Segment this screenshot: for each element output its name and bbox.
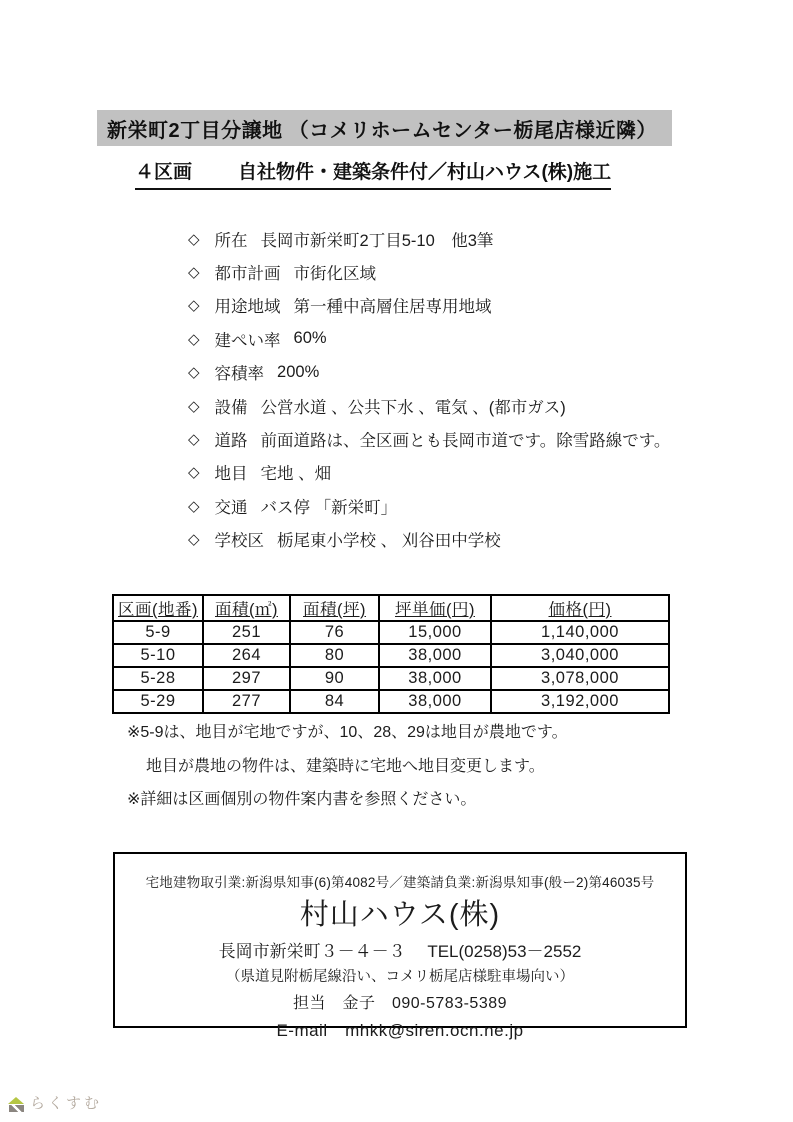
detail-value: 前面道路は、全区画とも長岡市道です。除雪路線です。: [260, 432, 671, 451]
price-table: [112, 594, 670, 714]
detail-item-school-district: [188, 523, 670, 556]
company-name: 村山ハウス(株): [299, 899, 501, 931]
page-title: 新栄町2丁目分譲地 （コメリホームセンター栃尾店様近隣）: [107, 119, 657, 142]
diamond-bullet-icon: ◇: [188, 531, 200, 549]
table-cell: 15,000: [379, 621, 491, 644]
detail-label: 都市計画: [214, 265, 281, 284]
detail-item-road: [188, 422, 670, 455]
house-body-shape: [9, 1105, 24, 1112]
detail-item-transport: [188, 489, 670, 522]
diamond-bullet-icon: ◇: [188, 264, 200, 282]
table-cell: 38,000: [379, 667, 491, 690]
table-cell: 277: [203, 690, 290, 713]
table-cell: 5-29: [113, 690, 203, 713]
detail-value: 長岡市新栄町2丁目5-10 他3筆: [260, 231, 494, 250]
table-cell: 5-9: [113, 621, 203, 644]
table-header-cell: 区画(地番): [113, 595, 203, 621]
table-header-cell: 面積(坪): [290, 595, 379, 621]
detail-label: 交通: [214, 498, 248, 517]
detail-label: 建ぺい率: [214, 331, 281, 350]
subtitle-conditions: 自社物件・建築条件付／村山ハウス(株)施工: [238, 162, 612, 183]
detail-value: バス停 「新栄町」: [260, 498, 398, 517]
table-cell: 38,000: [379, 644, 491, 667]
table-row: [113, 621, 669, 644]
detail-label: 地目: [214, 465, 248, 484]
detail-value: 第一種中高層住居専用地域: [293, 298, 492, 317]
detail-value: 60%: [293, 329, 327, 348]
table-cell: 5-10: [113, 644, 203, 667]
diamond-bullet-icon: ◇: [188, 397, 200, 415]
table-cell: 297: [203, 667, 290, 690]
detail-value: 市街化区域: [293, 265, 377, 284]
detail-item-utilities: [188, 389, 670, 422]
table-cell: 1,140,000: [491, 621, 669, 644]
company-address-note: （県道見附栃尾線沿い、コメリ栃尾店様駐車場向い）: [226, 969, 574, 985]
house-roof-shape: [8, 1097, 24, 1104]
table-cell: 251: [203, 621, 290, 644]
table-cell: 84: [290, 690, 379, 713]
detail-label: 容積率: [214, 365, 265, 384]
detail-item-location: [188, 222, 670, 255]
detail-label: 道路: [214, 432, 248, 451]
diamond-bullet-icon: ◇: [188, 330, 200, 348]
detail-item-zoning: [188, 289, 670, 322]
detail-list: [188, 222, 670, 556]
rakusumu-house-icon: [8, 1097, 25, 1112]
table-row: [113, 667, 669, 690]
table-cell: 3,040,000: [491, 644, 669, 667]
diamond-bullet-icon: ◇: [188, 297, 200, 315]
subtitle: [135, 157, 611, 190]
detail-value: 宅地 、畑: [260, 465, 332, 484]
detail-value: 栃尾東小学校 、 刈谷田中学校: [277, 532, 501, 551]
table-cell: 3,078,000: [491, 667, 669, 690]
table-header-cell: 坪単価(円): [379, 595, 491, 621]
diamond-bullet-icon: ◇: [188, 497, 200, 515]
company-box: [113, 852, 687, 1040]
note-line: ※5-9は、地目が宅地ですが、10、28、29は地目が農地です。: [127, 724, 568, 742]
diamond-bullet-icon: ◇: [188, 230, 200, 248]
detail-item-coverage-ratio: [188, 322, 670, 355]
detail-label: 設備: [214, 398, 248, 417]
note-line: 地目が農地の物件は、建築時に宅地へ地目変更します。: [146, 757, 545, 775]
detail-item-land-category: [188, 456, 670, 489]
detail-label: 学校区: [214, 532, 265, 551]
table-cell: 264: [203, 644, 290, 667]
detail-value: 公営水道 、公共下水 、電気 、(都市ガス): [260, 398, 566, 417]
watermark: [8, 1096, 102, 1112]
company-license: 宅地建物取引業:新潟県知事(6)第4082号／建築請負業:新潟県知事(般ー2)第46035号: [145, 875, 655, 890]
diamond-bullet-icon: ◇: [188, 364, 200, 382]
diamond-bullet-icon: ◇: [188, 431, 200, 449]
detail-item-floor-area-ratio: [188, 356, 670, 389]
table-cell: 5-28: [113, 667, 203, 690]
company-address: 長岡市新栄町３－４－３ TEL(0258)53－2552: [218, 942, 582, 961]
table-header-cell: 価格(円): [491, 595, 669, 621]
detail-item-city-planning: [188, 255, 670, 288]
table-cell: 90: [290, 667, 379, 690]
notes: [127, 714, 568, 815]
table-cell: 38,000: [379, 690, 491, 713]
table-row: [113, 644, 669, 667]
table-cell: 3,192,000: [491, 690, 669, 713]
subtitle-lot-count: ４区画: [135, 162, 193, 183]
table-header-row: [113, 595, 669, 621]
detail-value: 200%: [277, 362, 320, 381]
table-header-cell: 面積(㎡): [203, 595, 290, 621]
watermark-text: らくすむ: [30, 1095, 103, 1112]
table-cell: 80: [290, 644, 379, 667]
detail-label: 用途地域: [214, 298, 281, 317]
note-line: ※詳細は区画個別の物件案内書を参照ください。: [127, 791, 477, 809]
company-email: E-mail mhkk@siren.ocn.ne.jp: [276, 1021, 524, 1040]
detail-label: 所在: [214, 231, 248, 250]
table-row: [113, 690, 669, 713]
company-contact: 担当 金子 090-5783-5389: [292, 995, 508, 1012]
table-cell: 76: [290, 621, 379, 644]
diamond-bullet-icon: ◇: [188, 464, 200, 482]
page-title-bar: [97, 110, 672, 146]
